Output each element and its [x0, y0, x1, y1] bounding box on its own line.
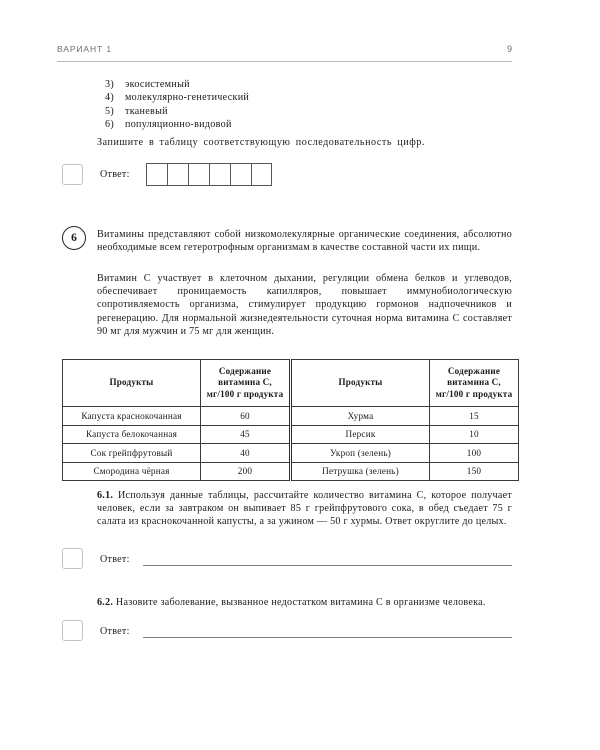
digit-cell[interactable]: [188, 163, 209, 186]
option-number: 6): [105, 118, 115, 130]
cell-value-left: 40: [201, 444, 291, 463]
table-row: [63, 425, 519, 444]
cell-product-left: Смородина чёрная: [63, 462, 201, 481]
score-box[interactable]: [62, 620, 83, 641]
digit-cell[interactable]: [209, 163, 230, 186]
cell-value-left: 60: [201, 407, 291, 426]
option-number: 3): [105, 79, 115, 90]
header-line-2: витамина С,: [447, 377, 501, 388]
cell-value-right: 15: [430, 407, 519, 426]
cell-product-right: Персик: [291, 425, 430, 444]
digit-cell[interactable]: [146, 163, 167, 186]
table-header-row: [63, 360, 519, 407]
answer-label: Ответ:: [100, 626, 130, 637]
header-line-2: витамина С,: [218, 377, 272, 388]
header-line-1: Содержание: [218, 365, 272, 376]
options-list: [105, 79, 505, 132]
score-box[interactable]: [62, 548, 83, 569]
cell-product-left: Сок грейпфрутовый: [63, 444, 201, 463]
column-header-products-left: Продукты: [63, 360, 201, 407]
table-row: [63, 407, 519, 426]
cell-value-right: 100: [430, 444, 519, 463]
column-header-content-right: [430, 360, 519, 407]
table-row: [63, 444, 519, 463]
cell-product-left: Капуста краснокочанная: [63, 407, 201, 426]
option-label: экосистемный: [125, 79, 190, 90]
header-line-3: мг/100 г продукта: [435, 388, 513, 399]
task6-paragraph-2: [97, 272, 512, 338]
variant-label: ВАРИАНТ 1: [57, 44, 113, 54]
task6-paragraph-1: [97, 228, 512, 254]
score-box[interactable]: [62, 164, 83, 185]
paragraph-text: Витамин С участвует в клеточном дыхании, регуляции обмена белков и углеводов, обеспечивает проницаемость капилляров, повышает иммунобиологическую сопротивляемость организма, стимулирует продукцию гормонов надпочечников и регенерацию. Для нормальной жизнедеятельности суточная норма витамина С составляет 90 мг для мужчин и 75 мг для женщин.: [97, 273, 512, 337]
question-6-2-paragraph: [97, 596, 512, 609]
answer-input-line[interactable]: [143, 565, 512, 566]
header-line-3: мг/100 г продукта: [206, 388, 284, 399]
column-header-content-left: [201, 360, 291, 407]
option-label: популяционно-видовой: [125, 118, 232, 130]
list-item: [105, 79, 505, 92]
column-header-products-right: Продукты: [291, 360, 430, 407]
header-line-1: Содержание: [447, 365, 501, 376]
paragraph-text: Витамины представляют собой низкомолекулярные органические соединения, абсолютно необходимые всем гетеротрофным организмам в качестве составной части их пищи.: [97, 229, 512, 254]
list-item: [105, 92, 505, 105]
cell-product-right: Петрушка (зелень): [291, 462, 430, 481]
question-6-2-text: Назовите заболевание, вызванное недостатком витамина С в организме человека.: [115, 597, 486, 608]
cell-value-left: 45: [201, 425, 291, 444]
question-6-1-number: 6.1.: [97, 490, 114, 501]
question-6-2: [97, 596, 512, 609]
cell-product-right: Укроп (зелень): [291, 444, 430, 463]
question-6-1-text: Используя данные таблицы, рассчитайте количество витамина С, которое получает человек, если за завтраком он выпивает 85 г грейпфрутового сока, в обед съедает 75 г салата из краснокочанной капусты, а за ужином — 50 г хурмы. Ответ округлите до целых.: [97, 490, 512, 528]
digit-cell[interactable]: [230, 163, 251, 186]
option-label: тканевый: [125, 105, 168, 117]
question-6-1-paragraph: [97, 489, 512, 529]
answer-label: Ответ:: [100, 169, 130, 180]
list-item: [105, 119, 505, 132]
option-label: молекулярно-генетический: [125, 92, 250, 104]
cell-value-right: 150: [430, 462, 519, 481]
cell-value-right: 10: [430, 425, 519, 444]
running-head: [57, 44, 512, 66]
table-row: [63, 462, 519, 481]
option-number: 5): [105, 105, 115, 117]
header-divider: [57, 61, 512, 62]
digit-cell[interactable]: [251, 163, 272, 186]
task-number-badge: 6: [62, 226, 86, 250]
answer-input-line[interactable]: [143, 637, 512, 638]
question-6-1: [97, 489, 512, 529]
vitamin-c-table: [62, 359, 519, 481]
question-6-2-number: 6.2.: [97, 597, 114, 608]
cell-product-left: Капуста белокочанная: [63, 425, 201, 444]
page-number: 9: [506, 44, 512, 54]
digit-cell[interactable]: [167, 163, 188, 186]
cell-product-right: Хурма: [291, 407, 430, 426]
option-number: 4): [105, 92, 115, 104]
list-item: [105, 106, 505, 119]
answer-digit-grid: [146, 163, 272, 186]
cell-value-left: 200: [201, 462, 291, 481]
vitamin-c-table-wrapper: [62, 359, 513, 481]
answer-label: Ответ:: [100, 554, 130, 565]
instruction-text: Запишите в таблицу соответствующую последовательность цифр.: [97, 137, 425, 148]
